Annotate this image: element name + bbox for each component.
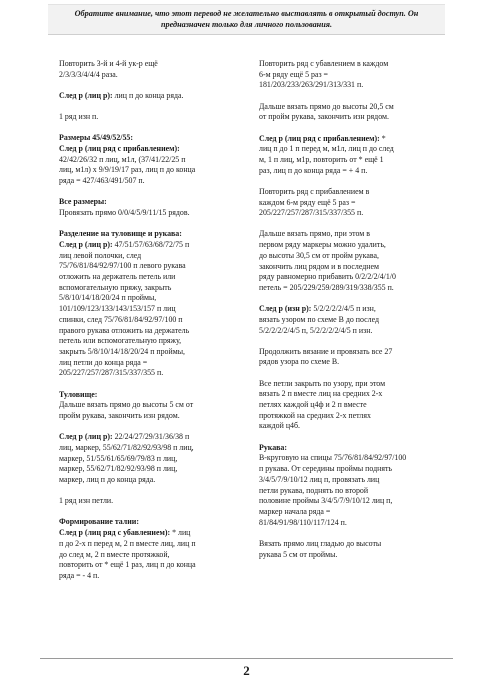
paragraph-text: Дальше вязать прямо, при этом в первом ряду маркеры можно удалить, до высоты 30,5 см от пройм рукава, закончить лиц рядом и в последнем ряду равномерно прибавить 0/2/2/2/4/1/0 петель = 205/229/259/289/319/338/355 п.: [259, 229, 396, 292]
right-column-paragraph: [259, 304, 439, 336]
section-heading: Рукава:: [259, 442, 287, 452]
paragraph-text: 5/2/2/2/2/4/5 п изн, вязать узором по схеме В до послед 5/2/2/2/2/4/5 п, 5/2/2/2/2/4/5 п изн.: [259, 304, 379, 335]
left-column-paragraph: [59, 517, 237, 581]
right-column-paragraph: [259, 59, 439, 91]
footer-divider: [40, 658, 453, 659]
right-column-paragraph: [259, 187, 439, 219]
section-heading: Все размеры:: [59, 197, 107, 207]
paragraph-text: лиц п до конца ряда.: [112, 90, 184, 100]
right-column: [259, 59, 439, 571]
paragraph-text: 47/51/57/63/68/72/75 п лиц левой полочки, след 75/76/81/84/92/97/100 п левого рукава отложить на держатель петель или вспомогательную пряжу, закрыть 5/8/10/14/18/20/24 п проймы, 101/109/123/133/143/153/157 п лиц спинки, след 75/76/81/84/92/97/100 п правого рукава отложить на держатель петель или вспомогательную пряжу, закрыть 5/8/10/14/18/20/24 п проймы, лиц петли до конца ряда = 205/227/257/287/315/337/355 п.: [59, 239, 190, 378]
left-column-paragraph: [59, 390, 237, 422]
paragraph-text: Дальше вязать прямо до высоты 20,5 см от пройм рукава, закончить изн рядом.: [259, 101, 394, 122]
paragraph-text: Повторить ряд с прибавлением в каждом 6-м ряду ещё 5 раз = 205/227/257/287/315/337/355 п.: [259, 186, 370, 218]
paragraph-text: 1 ряд изн п.: [59, 112, 99, 122]
privacy-notice: [48, 4, 445, 35]
row-label: След р (лиц р):: [59, 239, 113, 249]
paragraph-text: В-круговую на спицы 75/76/81/84/92/97/100 п рукава. От середины проймы поднять 3/4/5/7/9/10/12 лиц п, провязать лиц петли рукава, поднять по второй половине проймы 3/4/5/7/9/10/12 лиц п, маркер начала ряда = 81/84/91/98/110/117/124 п.: [259, 453, 407, 527]
left-column-paragraph: [59, 432, 237, 486]
paragraph-text: 22/24/27/29/31/36/38 п лиц, маркер, 55/62/71/82/92/93/98 п лиц, маркер, 51/55/61/65/69/79/83 п лиц, маркер, 55/62/71/82/92/93/98 п лиц, маркер, лиц п до конца ряда.: [59, 432, 194, 484]
right-column-paragraph: [259, 229, 439, 293]
left-column-paragraph: [59, 496, 237, 507]
section-heading: Туловище:: [59, 389, 98, 399]
section-heading: Разделение на туловище и рукава:: [59, 229, 182, 239]
paragraph-text: * лиц п до 1 п перед м, м1л, лиц п до след м, 1 п лиц, м1р, повторить от * ещё 1 раз, лиц п до конца ряда = + 4 п.: [259, 133, 394, 175]
page-number: 2: [243, 663, 250, 678]
section-heading: Формирование талии:: [59, 517, 139, 527]
privacy-notice-text: Обратите внимание, что этот перевод не желательно выставлять в открытый доступ. Он предназначен только для личного пользования.: [74, 9, 419, 29]
paragraph-text: Провязать прямо 0/0/4/5/9/11/15 рядов.: [59, 208, 190, 218]
paragraph-text: Повторить ряд с убавлением в каждом 6-м ряду ещё 5 раз = 181/203/233/263/291/313/331 п.: [259, 59, 389, 90]
row-label: След р (лиц ряд с убавлением):: [59, 528, 171, 538]
paragraph-text: * лиц п до 2-х п перед м, 2 п вместе лиц, лиц п до след м, 2 п вместе протяжкой, повторить от * ещё 1 раз, лиц п до конца ряда = - 4 п.: [59, 528, 196, 580]
left-column-paragraph: [59, 197, 237, 218]
paragraph-text: Продолжить вязание и провязать все 27 рядов узора по схеме В.: [259, 346, 393, 367]
row-label: След р (лиц ряд с прибавлением):: [259, 133, 380, 143]
paragraph-text: Повторить 3-й и 4-й ук-р ещё 2/3/3/3/4/4/4 раза.: [59, 59, 158, 79]
right-column-paragraph: [259, 443, 439, 529]
paragraph-text: 42/42/26/32 п лиц, м1л, (37/41/22/25 п лиц, м1л) х 9/9/19/17 раз, лиц п до конца ряда = 427/463/491/507 п.: [59, 154, 196, 186]
paragraph-text: Вязать прямо лиц гладью до высоты рукава 5 см от проймы.: [259, 538, 382, 559]
left-column-paragraph: [59, 229, 237, 379]
right-column-paragraph: [259, 102, 439, 123]
right-column-paragraph: [259, 539, 439, 560]
section-heading: Размеры 45/49/52/55:: [59, 133, 133, 143]
row-label: След р (лиц ряд с прибавлением):: [59, 144, 180, 154]
left-column-paragraph: [59, 112, 237, 123]
left-column-paragraph: [59, 59, 237, 80]
right-column-paragraph: [259, 347, 439, 368]
row-label: След р (лиц р):: [59, 432, 113, 442]
left-column: [59, 59, 237, 592]
row-label: След р (изн р):: [259, 304, 312, 314]
row-label: След р (лиц р):: [59, 90, 113, 100]
paragraph-text: 1 ряд изн петли.: [59, 496, 114, 506]
right-column-paragraph: [259, 134, 439, 177]
left-column-paragraph: [59, 133, 237, 187]
right-column-paragraph: [259, 379, 439, 433]
paragraph-text: Все петли закрыть по узору, при этом вязать 2 п вместе лиц на средних 2-х петлях каждой ц4ф и 2 п вместе протяжкой на средних 2-х петлях каждой ц4б.: [259, 378, 386, 431]
paragraph-text: Дальше вязать прямо до высоты 5 см от пройм рукава, закончить изн рядом.: [59, 400, 194, 420]
left-column-paragraph: [59, 91, 237, 102]
